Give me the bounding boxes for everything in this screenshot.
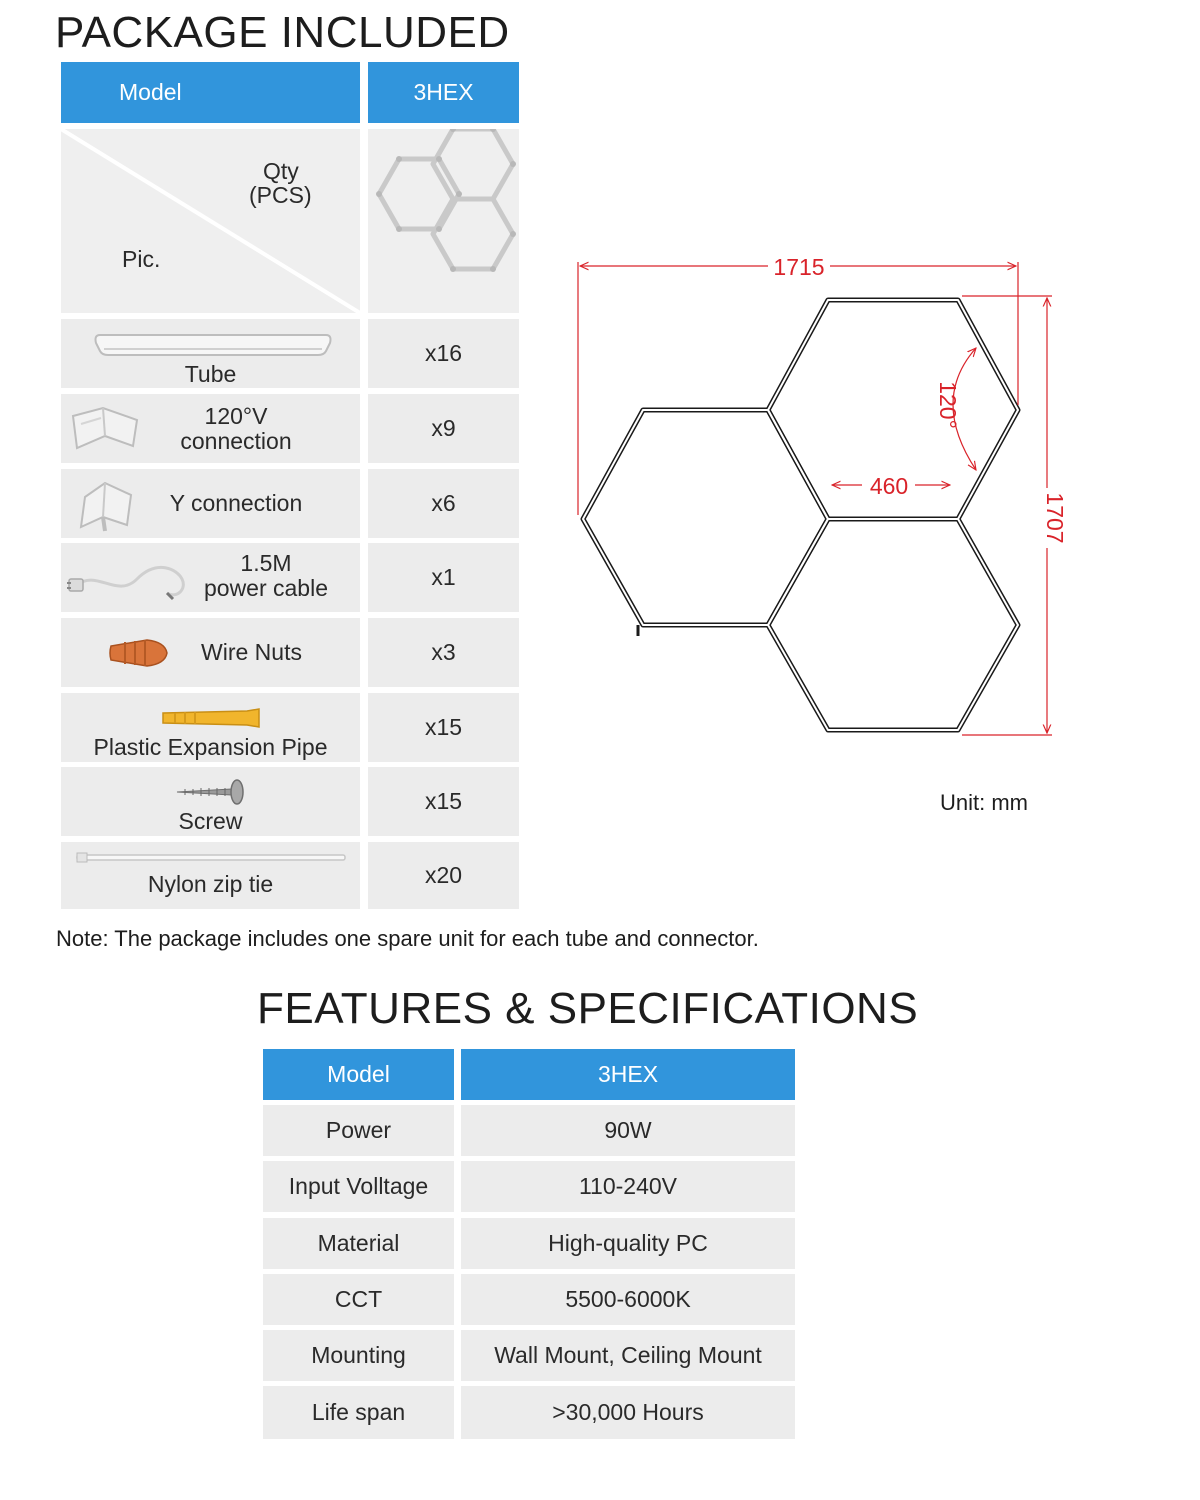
- item-row-screw: [61, 767, 360, 836]
- item-qty-tube: x16: [368, 319, 519, 388]
- pic-label: Pic.: [122, 246, 161, 272]
- specs-title: FEATURES & SPECIFICATIONS: [257, 984, 919, 1033]
- item-qty-v-connection: x9: [368, 394, 519, 463]
- item-name-zip-tie: Nylon zip tie: [147, 871, 274, 897]
- angle-dimension-label: 120°: [935, 381, 961, 429]
- item-qty-expansion-pipe: x15: [368, 693, 519, 762]
- package-note: Note: The package includes one spare unit for each tube and connector.: [56, 926, 759, 951]
- package-header-3hex: 3HEX: [368, 62, 519, 123]
- item-row-expansion-pipe: [61, 693, 360, 762]
- item-name-power-cable-line2: power cable: [203, 575, 329, 601]
- specs-header-3hex: 3HEX: [461, 1049, 795, 1100]
- spec-value-life-span: >30,000 Hours: [461, 1386, 795, 1439]
- item-name-wire-nuts: Wire Nuts: [201, 639, 302, 665]
- power-cable-icon: [67, 549, 192, 603]
- spec-label-material: Material: [263, 1218, 454, 1269]
- spec-label-life-span: Life span: [263, 1386, 454, 1439]
- item-row-tube: [61, 319, 360, 388]
- item-name-expansion-pipe: Plastic Expansion Pipe: [93, 734, 328, 760]
- item-row-y-connection: [61, 469, 360, 538]
- item-name-v-connection-line1: 120°V: [204, 403, 268, 429]
- item-name-v-connection-line2: connection: [180, 428, 292, 454]
- unit-label: Unit: mm: [940, 790, 1028, 815]
- spec-value-power: 90W: [461, 1105, 795, 1156]
- item-name-screw: Screw: [178, 808, 243, 834]
- spec-label-power: Power: [263, 1105, 454, 1156]
- item-qty-zip-tie: x20: [368, 842, 519, 909]
- y-connector-icon: [75, 477, 139, 533]
- spec-label-mounting: Mounting: [263, 1330, 454, 1381]
- spec-label-input-voltage: Input Volltage: [263, 1161, 454, 1212]
- zip-tie-icon: [75, 852, 347, 864]
- package-header-model: Model: [61, 62, 360, 123]
- screw-icon: [175, 779, 247, 805]
- item-row-v-connection: [61, 394, 360, 463]
- width-dimension-label: 1715: [773, 254, 825, 280]
- height-dimension-label: 1707: [1042, 492, 1068, 544]
- hexagon-dimension-diagram: [560, 240, 1080, 760]
- package-title: PACKAGE INCLUDED: [55, 8, 510, 57]
- specs-header-model: Model: [263, 1049, 454, 1100]
- item-qty-power-cable: x1: [368, 543, 519, 612]
- side-dimension-label: 460: [869, 473, 909, 499]
- item-row-zip-tie: [61, 842, 360, 909]
- hex-thumbnail-cell: [368, 129, 519, 313]
- spec-label-cct: CCT: [263, 1274, 454, 1325]
- expansion-pipe-icon: [161, 707, 263, 729]
- pic-header-cell: [61, 129, 360, 313]
- item-name-tube: Tube: [184, 361, 237, 387]
- v-connector-icon: [71, 406, 141, 452]
- spec-value-material: High-quality PC: [461, 1218, 795, 1269]
- item-qty-y-connection: x6: [368, 469, 519, 538]
- spec-value-mounting: Wall Mount, Ceiling Mount: [461, 1330, 795, 1381]
- spec-value-cct: 5500-6000K: [461, 1274, 795, 1325]
- item-name-power-cable-line1: 1.5M: [240, 550, 292, 576]
- item-row-power-cable: [61, 543, 360, 612]
- pcs-label: (PCS): [249, 182, 312, 208]
- item-qty-screw: x15: [368, 767, 519, 836]
- item-name-y-connection: Y connection: [169, 490, 303, 516]
- qty-label: Qty: [263, 158, 299, 184]
- item-row-wire-nuts: [61, 618, 360, 687]
- hex-thumbnail-icon: [368, 129, 519, 313]
- item-qty-wire-nuts: x3: [368, 618, 519, 687]
- spec-value-input-voltage: 110-240V: [461, 1161, 795, 1212]
- hexagon-outline: [583, 300, 1018, 730]
- diagonal-divider: [61, 129, 360, 313]
- tube-icon: [94, 331, 334, 357]
- wire-nut-icon: [107, 638, 169, 668]
